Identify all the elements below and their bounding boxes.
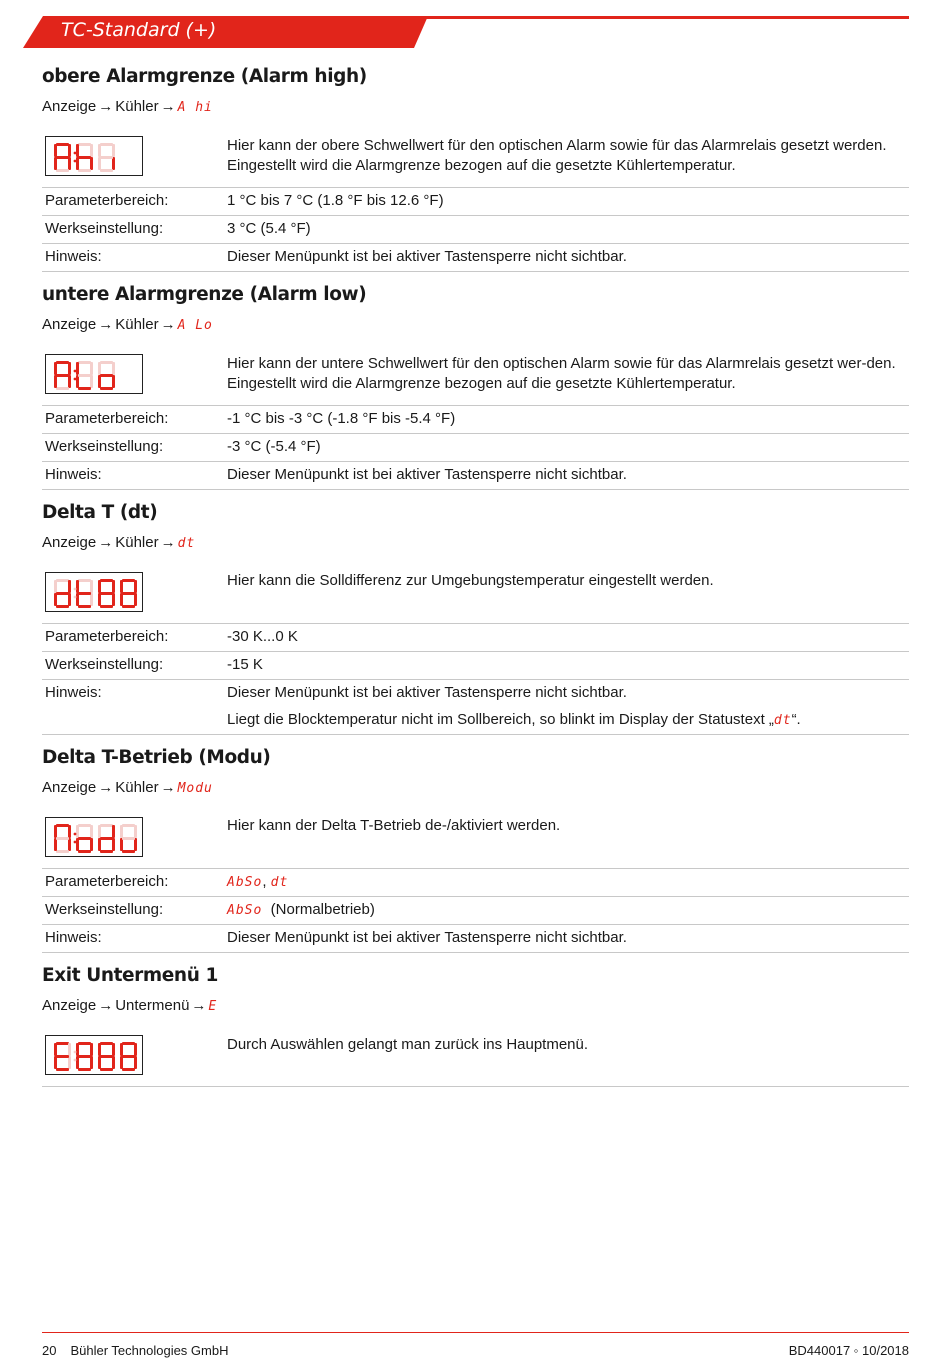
digit-segment (78, 1042, 91, 1045)
colon-dot (74, 841, 77, 844)
digit-segment (120, 825, 123, 838)
digit-segment (56, 361, 69, 364)
digit-segment (78, 579, 91, 582)
row-value: Dieser Menüpunkt ist bei aktiver Tastensperre nicht sichtbar. (227, 684, 627, 701)
row-value-note: Liegt die Blocktemperatur nicht im Sollbereich, so blinkt im Display der Statustext „dt“. (227, 711, 801, 728)
row-label: Hinweis: (45, 248, 102, 265)
segment-display-modu (45, 817, 143, 857)
row-value: -1 °C bis -3 °C (-1.8 °F bis -5.4 °F) (227, 410, 456, 427)
digit-segment (76, 580, 79, 593)
crumb-kuehler: Kühler (115, 98, 159, 115)
colon-dot (74, 160, 77, 163)
digit-segment (68, 580, 71, 593)
digit-segment (120, 593, 123, 606)
digit-segment (54, 375, 57, 388)
digit-segment (112, 825, 115, 838)
status-code: dt (773, 713, 792, 728)
digit-segment (78, 156, 91, 159)
display-code: A hi (177, 100, 213, 115)
display-code: Modu (177, 781, 213, 796)
code-absolute: AbSo (227, 875, 263, 890)
menu-path (42, 779, 213, 796)
row-value: Dieser Menüpunkt ist bei aktiver Tastensperre nicht sichtbar. (227, 929, 627, 946)
digit-segment (98, 593, 101, 606)
crumb-anzeige: Anzeige (42, 779, 97, 796)
digit-segment (134, 580, 137, 593)
digit-segment (112, 1056, 115, 1069)
crumb-anzeige: Anzeige (42, 98, 97, 115)
colon-dot (74, 152, 77, 155)
display-code: E (208, 999, 218, 1014)
digit-segment (98, 375, 101, 388)
digit-segment (122, 824, 135, 827)
crumb-untermenue: Untermenü (115, 997, 190, 1014)
menu-path (42, 997, 217, 1014)
description: Hier kann die Solldifferenz zur Umgebungstemperatur eingestellt werden. (227, 572, 714, 589)
digit-segment (56, 824, 69, 827)
table-row (42, 624, 909, 652)
digit-segment (134, 825, 137, 838)
digit-segment (98, 825, 101, 838)
digit-segment (100, 387, 113, 390)
section-title: Delta T (dt) (42, 502, 158, 523)
digit-segment (56, 169, 69, 172)
digit-segment (90, 375, 93, 388)
digit-segment (68, 144, 71, 157)
digit-segment (56, 837, 69, 840)
digit-segment (78, 837, 91, 840)
row-label: Hinweis: (45, 684, 102, 701)
description: Durch Auswählen gelangt man zurück ins Hauptmenü. (227, 1036, 589, 1053)
digit-segment (112, 362, 115, 375)
row-label: Parameterbereich: (45, 192, 169, 209)
digit-segment (54, 144, 57, 157)
digit-segment (100, 1068, 113, 1071)
digit-segment (112, 144, 115, 157)
digit-segment (54, 580, 57, 593)
table-row (42, 680, 909, 735)
description: Hier kann der Delta T-Betrieb de-/aktiviert werden. (227, 817, 561, 834)
table-row (42, 869, 909, 897)
digit-segment (68, 157, 71, 170)
digit-segment (78, 1068, 91, 1071)
digit-segment (120, 580, 123, 593)
digit-segment (112, 593, 115, 606)
digit-segment (98, 157, 101, 170)
digit-segment (100, 156, 113, 159)
arrow-icon: → (98, 534, 114, 551)
digit-segment (120, 1056, 123, 1069)
table-row (42, 244, 909, 272)
digit-segment (100, 605, 113, 608)
menu-path (42, 98, 213, 115)
crumb-anzeige: Anzeige (42, 316, 97, 333)
digit-segment (76, 375, 79, 388)
digit-segment (100, 592, 113, 595)
row-label: Hinweis: (45, 929, 102, 946)
colon-dot (74, 588, 77, 591)
digit-segment (68, 1043, 71, 1056)
row-label: Parameterbereich: (45, 873, 169, 890)
colon-dot (74, 596, 77, 599)
digit-segment (54, 362, 57, 375)
digit-segment (78, 605, 91, 608)
footer-rule (42, 1332, 909, 1333)
digit-segment (54, 157, 57, 170)
digit-segment (68, 825, 71, 838)
header-title: TC-Standard (+) (61, 19, 217, 41)
digit-segment (122, 837, 135, 840)
digit-segment (56, 579, 69, 582)
row-value: Dieser Menüpunkt ist bei aktiver Tastensperre nicht sichtbar. (227, 466, 627, 483)
digit-segment (122, 1068, 135, 1071)
crumb-kuehler: Kühler (115, 779, 159, 796)
digit-segment (78, 374, 91, 377)
digit-segment (122, 1055, 135, 1058)
digit-segment (68, 838, 71, 851)
colon-dot (74, 370, 77, 373)
row-value: -15 K (227, 656, 263, 673)
digit-segment (134, 1056, 137, 1069)
digit-segment (112, 838, 115, 851)
digit-segment (56, 850, 69, 853)
digit-segment (90, 157, 93, 170)
digit-segment (56, 592, 69, 595)
digit-segment (76, 362, 79, 375)
document-id: BD440017 ◦ 10/2018 (788, 1343, 909, 1358)
digit-segment (76, 144, 79, 157)
arrow-icon: → (160, 98, 176, 115)
crumb-anzeige: Anzeige (42, 997, 97, 1014)
arrow-icon: → (98, 997, 114, 1014)
digit-segment (76, 593, 79, 606)
digit-segment (90, 593, 93, 606)
display-code: A Lo (177, 318, 213, 333)
digit-segment (90, 838, 93, 851)
parameter-table (42, 405, 909, 490)
parameter-table (42, 187, 909, 272)
digit-segment (90, 1056, 93, 1069)
description: Hier kann der obere Schwellwert für den optischen Alarm sowie für das Alarmrelais gesetzt werden. Eingestellt wird die Alarmgrenze bezogen auf die gesetzte Kühlertemperatur. (227, 137, 887, 174)
digit-segment (122, 579, 135, 582)
digit-segment (56, 156, 69, 159)
digit-segment (56, 1068, 69, 1071)
company-name: Bühler Technologies GmbH (70, 1343, 229, 1358)
digit-segment (78, 1055, 91, 1058)
table-row (42, 188, 909, 216)
digit-segment (56, 605, 69, 608)
crumb-anzeige: Anzeige (42, 534, 97, 551)
arrow-icon: → (98, 316, 114, 333)
digit-segment (76, 1043, 79, 1056)
digit-segment (112, 1043, 115, 1056)
arrow-icon: → (160, 534, 176, 551)
digit-segment (98, 838, 101, 851)
digit-segment (76, 1056, 79, 1069)
section-rule (42, 1086, 909, 1087)
digit-segment (68, 1056, 71, 1069)
digit-segment (78, 824, 91, 827)
arrow-icon: → (191, 997, 207, 1014)
colon-dot (74, 833, 77, 836)
digit-segment (98, 1056, 101, 1069)
row-label: Werkseinstellung: (45, 220, 164, 237)
table-row (42, 434, 909, 462)
digit-segment (100, 169, 113, 172)
digit-segment (122, 850, 135, 853)
digit-segment (56, 387, 69, 390)
digit-segment (112, 375, 115, 388)
crumb-kuehler: Kühler (115, 534, 159, 551)
menu-path (42, 534, 195, 551)
digit-segment (68, 362, 71, 375)
digit-segment (98, 580, 101, 593)
digit-segment (100, 850, 113, 853)
digit-segment (56, 1042, 69, 1045)
section-title: untere Alarmgrenze (Alarm low) (42, 284, 367, 305)
digit-segment (90, 825, 93, 838)
parameter-table (42, 623, 909, 735)
digit-segment (100, 579, 113, 582)
row-value: Dieser Menüpunkt ist bei aktiver Tastensperre nicht sichtbar. (227, 248, 627, 265)
digit-segment (78, 850, 91, 853)
footer-left (42, 1343, 228, 1358)
table-row (42, 652, 909, 680)
description: Hier kann der untere Schwellwert für den optischen Alarm sowie für das Alarmrelais gesetzt wer-den. Eingestellt wird die Alarmgrenze bezogen auf die gesetzte Kühlertemperatur. (227, 355, 896, 392)
digit-segment (134, 593, 137, 606)
code-dt: dt (270, 875, 289, 890)
digit-segment (98, 362, 101, 375)
digit-segment (100, 837, 113, 840)
digit-segment (100, 361, 113, 364)
arrow-icon: → (98, 98, 114, 115)
digit-segment (78, 143, 91, 146)
digit-segment (122, 605, 135, 608)
arrow-icon: → (98, 779, 114, 796)
section-title: Delta T-Betrieb (Modu) (42, 747, 271, 768)
section-title: Exit Untermenü 1 (42, 965, 218, 986)
segment-display-a-lo (45, 354, 143, 394)
digit-segment (98, 144, 101, 157)
table-row (42, 925, 909, 953)
arrow-icon: → (160, 779, 176, 796)
digit-segment (100, 824, 113, 827)
digit-segment (78, 592, 91, 595)
digit-segment (98, 1043, 101, 1056)
digit-segment (134, 838, 137, 851)
digit-segment (100, 143, 113, 146)
row-value: 3 °C (5.4 °F) (227, 220, 311, 237)
digit-segment (56, 143, 69, 146)
row-label: Werkseinstellung: (45, 901, 164, 918)
digit-segment (78, 387, 91, 390)
row-value: AbSo (Normalbetrieb) (227, 901, 375, 918)
digit-segment (122, 1042, 135, 1045)
arrow-icon: → (160, 316, 176, 333)
digit-segment (78, 169, 91, 172)
display-code: dt (177, 536, 196, 551)
segment-display-dt (45, 572, 143, 612)
digit-segment (122, 592, 135, 595)
digit-segment (78, 361, 91, 364)
digit-segment (56, 1055, 69, 1058)
digit-segment (90, 580, 93, 593)
row-label: Hinweis: (45, 466, 102, 483)
table-row (42, 216, 909, 244)
page-header (23, 16, 909, 48)
digit-segment (56, 374, 69, 377)
digit-segment (68, 375, 71, 388)
digit-segment (112, 157, 115, 170)
digit-segment (76, 838, 79, 851)
segment-display-a-hi (45, 136, 143, 176)
menu-path (42, 316, 213, 333)
digit-segment (90, 362, 93, 375)
colon-dot (74, 378, 77, 381)
colon-dot (74, 1051, 77, 1054)
digit-segment (120, 838, 123, 851)
table-row (42, 897, 909, 925)
digit-segment (90, 144, 93, 157)
row-value: -30 K...0 K (227, 628, 298, 645)
page-number: 20 (42, 1343, 57, 1358)
digit-segment (76, 825, 79, 838)
digit-segment (54, 1043, 57, 1056)
digit-segment (90, 1043, 93, 1056)
digit-segment (134, 1043, 137, 1056)
row-label: Parameterbereich: (45, 628, 169, 645)
code-absolute: AbSo (227, 903, 263, 918)
table-row (42, 406, 909, 434)
colon-dot (74, 1059, 77, 1062)
digit-segment (112, 580, 115, 593)
row-label: Werkseinstellung: (45, 438, 164, 455)
digit-segment (120, 1043, 123, 1056)
digit-segment (54, 838, 57, 851)
row-label: Werkseinstellung: (45, 656, 164, 673)
digit-segment (100, 374, 113, 377)
digit-segment (76, 157, 79, 170)
digit-segment (54, 825, 57, 838)
segment-display-e (45, 1035, 143, 1075)
digit-segment (68, 593, 71, 606)
table-row (42, 462, 909, 490)
parameter-table (42, 868, 909, 953)
digit-segment (54, 593, 57, 606)
digit-segment (54, 1056, 57, 1069)
digit-segment (100, 1055, 113, 1058)
section-title: obere Alarmgrenze (Alarm high) (42, 66, 367, 87)
row-value: AbSo, dt (227, 873, 289, 890)
digit-segment (100, 1042, 113, 1045)
row-value: 1 °C bis 7 °C (1.8 °F bis 12.6 °F) (227, 192, 444, 209)
row-label: Parameterbereich: (45, 410, 169, 427)
crumb-kuehler: Kühler (115, 316, 159, 333)
header-rule (418, 16, 909, 19)
row-value: -3 °C (-5.4 °F) (227, 438, 321, 455)
